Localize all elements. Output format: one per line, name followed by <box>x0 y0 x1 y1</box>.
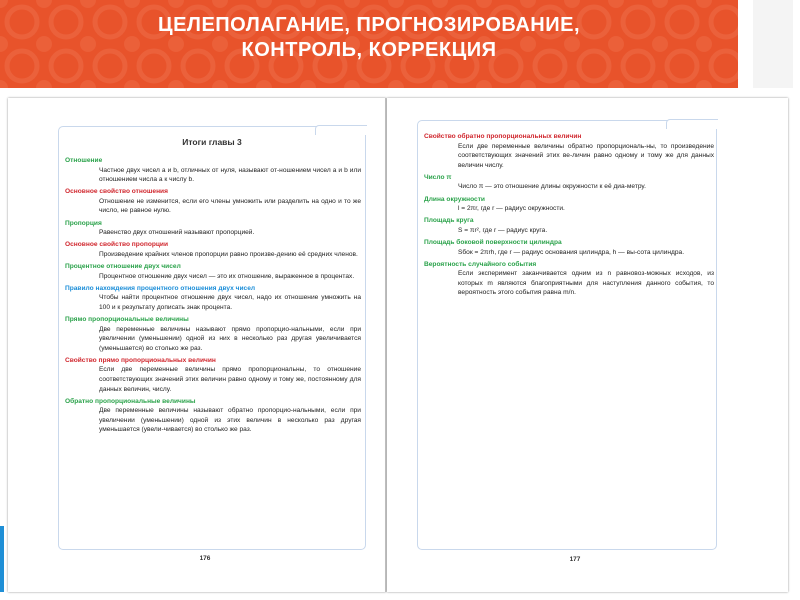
section-heading: Основное свойство пропорции <box>65 241 169 249</box>
summary-section <box>65 398 361 435</box>
section-body: Число π — это отношение длины окружности к её диа-метру. <box>458 183 646 191</box>
section-heading: Основное свойство отношения <box>65 188 168 196</box>
section-heading: Пропорция <box>65 219 102 227</box>
left-sections <box>65 157 361 439</box>
section-heading: Обратно пропорциональные величины <box>65 397 196 405</box>
summary-section <box>424 261 714 298</box>
summary-section <box>65 241 361 259</box>
section-heading: Процентное отношение двух чисел <box>65 262 181 270</box>
section-heading: Площадь боковой поверхности цилиндра <box>424 238 562 246</box>
book-page-left <box>8 98 386 592</box>
section-body: Если две переменные величины обратно пропорциональ-ны, то произведение соответствующих значений этих ве-личин равно одному и тому же для данных величин числу. <box>458 142 714 169</box>
page-title <box>0 13 738 63</box>
summary-section <box>65 285 361 313</box>
title-line-1: ЦЕЛЕПОЛАГАНИЕ, ПРОГНОЗИРОВАНИЕ, <box>157 14 580 36</box>
section-heading: Отношение <box>65 157 103 164</box>
summary-section <box>424 133 714 170</box>
section-body: Две переменные величины называют прямо пропорцио-нальными, если при увеличении (уменьшении) одной из них в несколько раз другая увеличивается (уменьшается) во столько же раз. <box>99 325 361 352</box>
section-heading: Прямо пропорциональные величины <box>65 315 189 323</box>
section-heading: Длина окружности <box>424 195 485 203</box>
section-heading: Число π <box>424 173 452 181</box>
section-heading: Правило нахождения процентного отношения двух чисел <box>65 284 256 292</box>
header-banner <box>0 0 738 88</box>
summary-section <box>65 188 361 216</box>
section-body: Две переменные величины называют обратно пропорцио-нальными, если при увеличении (уменьшении) одной из этих величин в несколько раз другая уменьшается (увели-чивается) во столько же раз. <box>99 407 361 434</box>
corner-block <box>745 0 800 88</box>
summary-section <box>424 174 714 192</box>
section-body: Произведение крайних членов пропорции равно произве-дению её средних членов. <box>99 250 358 258</box>
summary-section <box>65 357 361 394</box>
section-heading: Свойство прямо пропорциональных величин <box>65 356 216 364</box>
section-heading: Свойство обратно пропорциональных величин <box>424 133 582 140</box>
chapter-title: Итоги главы 3 <box>182 137 242 147</box>
section-body: l = 2πr, где r — радиус окружности. <box>458 205 565 213</box>
title-line-2: КОНТРОЛЬ, КОРРЕКЦИЯ <box>241 39 497 61</box>
book-page-right <box>387 98 788 592</box>
section-body: Если эксперимент заканчивается одним из n равновоз-можных исходов, из которых m являются благоприятными для наступления данного события, то вероятность этого события равна m/n. <box>458 270 714 297</box>
summary-section <box>65 220 361 238</box>
section-body: Равенство двух отношений называют пропорцией. <box>99 229 255 237</box>
right-sections <box>424 133 714 302</box>
section-body: S = πr², где r — радиус круга. <box>458 226 548 234</box>
section-body: Отношение не изменится, если его члены умножить или разделить на одно и то же число, не равное нулю. <box>99 197 361 215</box>
section-body: Если две переменные величины прямо пропорциональны, то отношение соответствующих значений этих величин равно одному и тому же, постоянному для данных величин, числу. <box>99 366 361 393</box>
section-body: Частное двух чисел a и b, отличных от нуля, называют от-ношением чисел a и b или отношением числа a к числу b. <box>99 166 361 184</box>
section-heading: Площадь круга <box>424 217 474 225</box>
summary-section <box>65 157 361 185</box>
summary-frame-right <box>417 120 717 550</box>
section-body: Sбок = 2πrh, где r — радиус основания цилиндра, h — вы-сота цилиндра. <box>458 248 685 256</box>
summary-frame-left <box>58 126 366 550</box>
page-number-left: 176 <box>199 555 211 562</box>
section-body: Процентное отношение двух чисел — это их отношение, выраженное в процентах. <box>99 272 355 280</box>
page-number-right: 177 <box>569 556 581 563</box>
summary-section <box>424 196 714 214</box>
summary-section <box>65 316 361 353</box>
summary-section <box>424 217 714 235</box>
left-accent-bar <box>0 526 4 592</box>
section-heading: Вероятность случайного события <box>424 260 537 268</box>
section-body: Чтобы найти процентное отношение двух чисел, надо их отношение умножить на 100 и к результату дописать знак процента. <box>99 294 361 311</box>
summary-section <box>424 239 714 257</box>
summary-section <box>65 263 361 281</box>
